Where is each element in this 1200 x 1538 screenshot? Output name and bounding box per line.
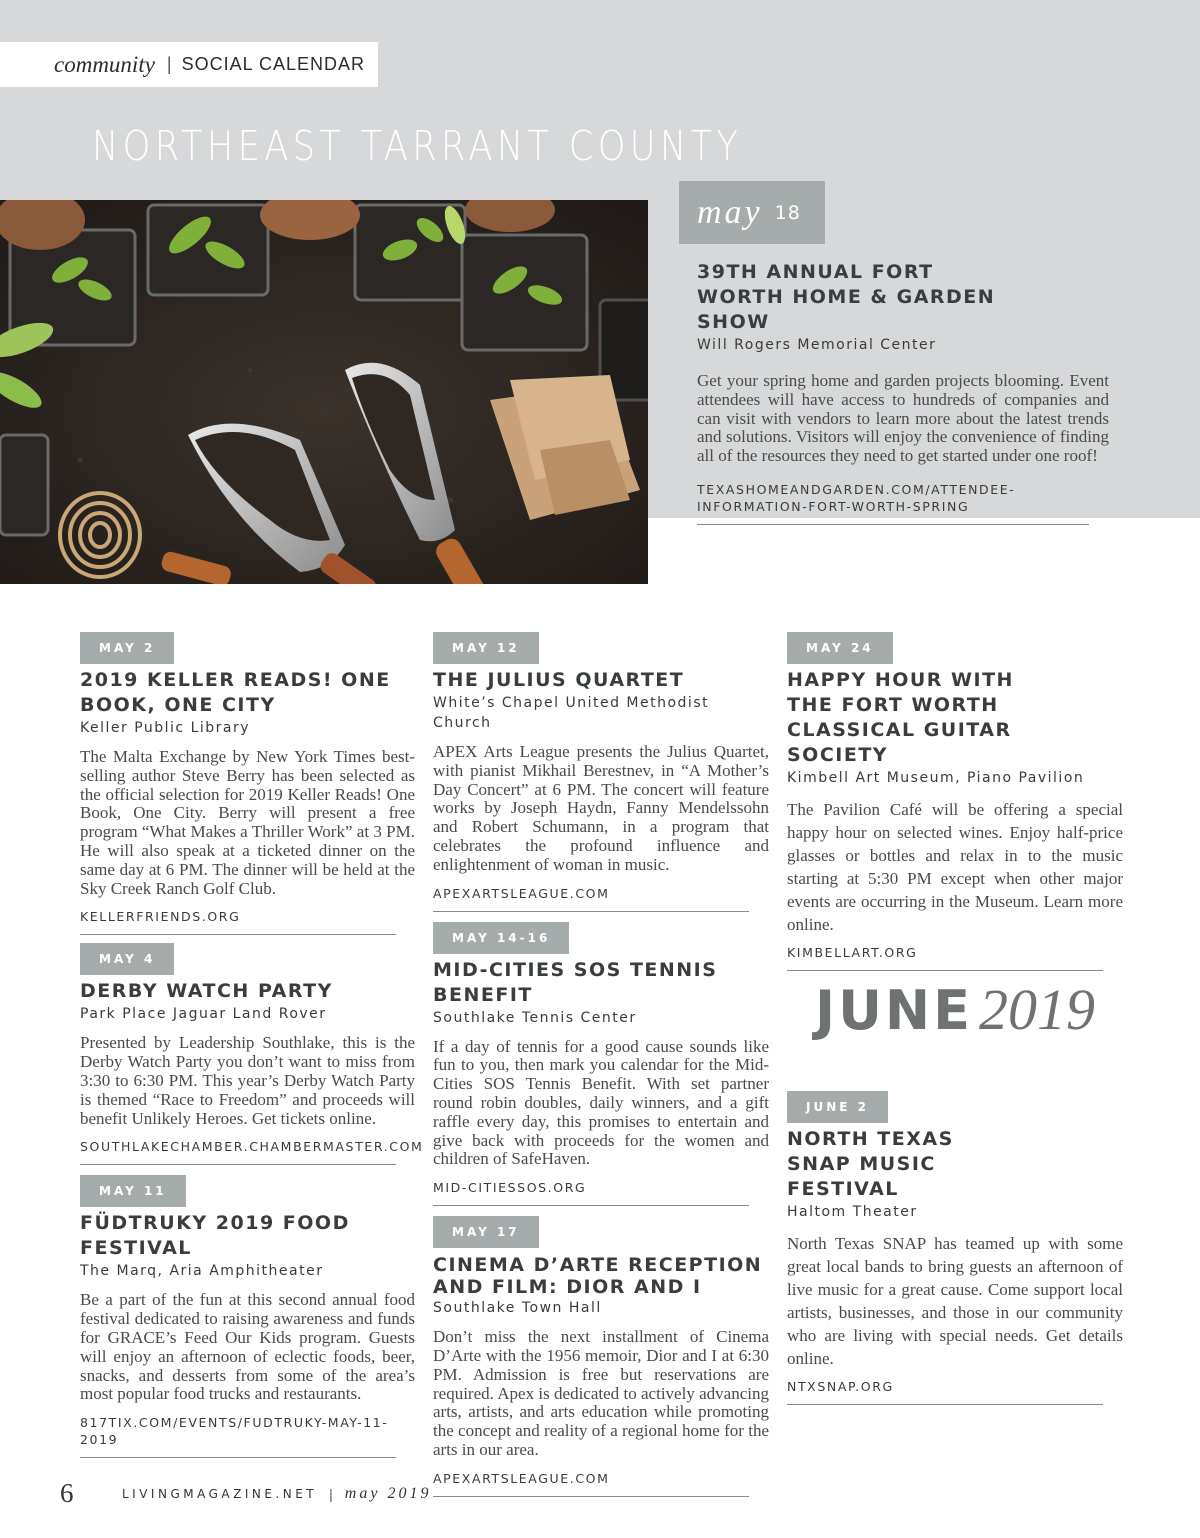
event-title: THE JULIUS QUARTET — [433, 669, 685, 691]
featured-month: may — [697, 193, 763, 231]
date-badge: MAY 24 — [787, 632, 893, 664]
event-description: Don’t miss the next installment of Cinema D’Arte with the 1956 memoir, Dior and I at 6:30 PM. Admission is free but reservations are required. Apex is dedicated to actively advancing arts, artists, and arts education while promoting the concept and reality of a regional home for the arts in our area. — [433, 1327, 769, 1459]
date-badge: MAY 17 — [433, 1216, 539, 1248]
date-badge: MAY 4 — [80, 943, 174, 975]
date-badge: MAY 11 — [80, 1175, 186, 1207]
event-title: NORTH TEXAS SNAP MUSIC FESTIVAL — [787, 1128, 954, 1200]
column-3-june — [787, 1091, 1123, 1405]
event-description: The Pavilion Café will be offering a special happy hour on selected wines. Enjoy half-price glasses or bottles and relax in to the music starting at 5:30 PM except when other major events are occurring in the Museum. Learn more online. — [787, 800, 1123, 934]
event-link[interactable]: MID-CITIESSOS.ORG — [433, 1179, 749, 1206]
event-venue: Park Place Jaguar Land Rover — [80, 1006, 327, 1023]
event-link[interactable]: NTXSNAP.ORG — [787, 1378, 1103, 1405]
june-heading-month: JUNE — [814, 979, 974, 1042]
event-card — [433, 632, 769, 912]
event-card — [80, 943, 424, 1165]
event-card — [433, 922, 769, 1207]
event-venue: Keller Public Library — [80, 720, 251, 736]
section-tab — [0, 42, 378, 87]
event-venue: The Marq, Aria Amphitheater — [80, 1263, 324, 1280]
event-description: Be a part of the fun at this second annual food festival dedicated to raising awareness and funds for GRACE’s Feed Our Kids program. Guests will enjoy an afternoon of eclectic foods, beer, snacks, and desserts from some of the area’s most popular food trucks and restaurants. — [80, 1290, 415, 1404]
event-link[interactable]: 817TIX.COM/EVENTS/FUDTRUKY-MAY-11-2019 — [80, 1414, 396, 1458]
featured-event-description: Get your spring home and garden projects blooming. Event attendees will have access to hundreds of companies and can visit with vendors to learn more about the latest trends and solutions. Visitors will enjoy the convenience of finding all of the resources they need to get started under one roof! — [697, 371, 1109, 466]
garden-photo — [0, 200, 648, 584]
column-1 — [80, 632, 424, 1458]
event-venue: Haltom Theater — [787, 1204, 918, 1220]
event-title: 2019 KELLER READS! ONE BOOK, ONE CITY — [80, 669, 391, 716]
event-link[interactable]: SOUTHLAKECHAMBER.CHAMBERMASTER.COM — [80, 1138, 396, 1165]
date-badge: MAY 2 — [80, 632, 174, 664]
event-description: North Texas SNAP has teamed up with some great local bands to bring guests an afternoon of live music for a great cause. Come support local artists, businesses, and those in our community who are living with special needs. Get details online. — [787, 1234, 1123, 1368]
region-title: NORTHEAST TARRANT COUNTY — [92, 122, 743, 170]
event-title: HAPPY HOUR WITH THE FORT WORTH CLASSICAL GUITAR SOCIETY — [787, 669, 1014, 766]
featured-date-badge — [679, 181, 825, 244]
featured-day: 18 — [774, 201, 801, 224]
event-venue: Kimbell Art Museum, Piano Pavilion — [787, 770, 1085, 786]
event-title: FÜDTRUKY 2019 FOOD FESTIVAL — [80, 1212, 350, 1260]
column-3 — [787, 632, 1123, 971]
featured-event-link[interactable]: TEXASHOMEANDGARDEN.COM/ATTENDEE-INFORMATION-FORT-WORTH-SPRING — [697, 481, 1089, 525]
footer-site[interactable]: LIVINGMAGAZINE.NET — [122, 1486, 318, 1501]
page-number: 6 — [60, 1478, 74, 1508]
event-description: Presented by Leadership Southlake, this is the Derby Watch Party you don’t want to miss from 3:30 to 6:30 PM. This year’s Derby Watch Party is themed “Race to Freedom” and proceeds will benefit Unlikely Heroes. Get tickets online. — [80, 1033, 415, 1128]
column-2 — [433, 632, 769, 1497]
event-title: MID-CITIES SOS TENNIS BENEFIT — [433, 958, 718, 1006]
event-card — [80, 1175, 415, 1458]
date-badge: MAY 12 — [433, 632, 539, 664]
featured-event-venue: Will Rogers Memorial Center — [697, 337, 937, 353]
section-separator: | — [166, 54, 172, 74]
event-venue: Southlake Tennis Center — [433, 1009, 637, 1026]
june-heading — [787, 976, 1123, 1043]
page-footer — [60, 1478, 431, 1509]
event-link[interactable]: APEXARTSLEAGUE.COM — [433, 885, 749, 912]
june-heading-year: 2019 — [979, 977, 1096, 1042]
event-description: APEX Arts League presents the Julius Quartet, with pianist Mikhail Berestnev, in “A Mother’s Day Concert” at 6 PM. The concert will feature works by Joseph Haydn, Fanny Mendelssohn and Robert Schumann, in a program that celebrates the profound influence and enlightenment of woman in music. — [433, 742, 769, 874]
event-link[interactable]: KIMBELLART.ORG — [787, 944, 1103, 971]
section-label-italic: community — [54, 51, 155, 77]
section-label-caps: SOCIAL CALENDAR — [181, 54, 365, 74]
footer-separator: | — [329, 1485, 333, 1502]
date-badge: JUNE 2 — [787, 1091, 888, 1123]
event-venue: Southlake Town Hall — [433, 1300, 602, 1317]
event-venue: White’s Chapel United Methodist Church — [433, 695, 710, 731]
date-badge: MAY 14-16 — [433, 922, 569, 954]
event-title: CINEMA D’ARTE RECEPTION AND FILM: DIOR AND I — [433, 1254, 763, 1299]
event-description: If a day of tennis for a good cause sounds like fun to you, then mark you calendar for the Mid-Cities SOS Tennis Benefit. With set partner round robin doubles, daily winners, and a gift raffle every day, this promises to entertain and give back with proceeds for the women and children of SafeHaven. — [433, 1036, 769, 1169]
event-card — [433, 1216, 769, 1497]
event-link[interactable]: APEXARTSLEAGUE.COM — [433, 1470, 749, 1497]
event-link[interactable]: KELLERFRIENDS.ORG — [80, 908, 396, 935]
footer-issue: may 2019 — [344, 1484, 432, 1502]
event-card — [787, 1091, 1123, 1405]
featured-event — [697, 256, 1109, 525]
event-title: DERBY WATCH PARTY — [80, 980, 333, 1003]
event-description: The Malta Exchange by New York Times best-selling author Steve Berry has been selected as the official selection for 2019 Keller Reads! One Book, One City. Berry will present a free program “What Makes a Thriller Work” at 3 PM. He will also speak at a ticketed dinner on the same day at 6 PM. The dinner will be held at the Sky Creek Ranch Golf Club. — [80, 747, 415, 898]
event-card — [80, 632, 415, 935]
event-card — [787, 632, 1123, 971]
featured-event-title: 39TH ANNUAL FORT WORTH HOME & GARDEN SHOW — [697, 261, 996, 333]
